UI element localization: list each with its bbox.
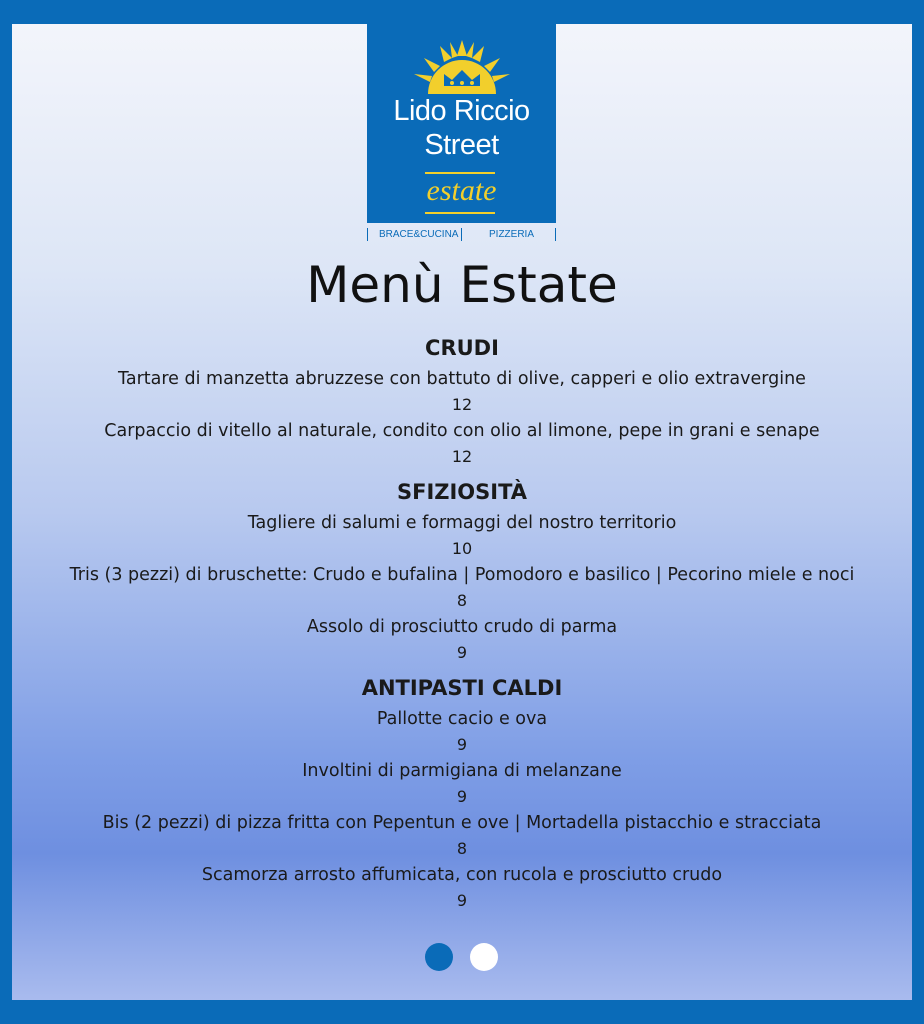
tagline-divider <box>555 228 556 241</box>
brand-name-line2: Street <box>424 129 499 161</box>
section-title: ANTIPASTI CALDI <box>361 676 563 700</box>
pagination-dots <box>425 943 499 973</box>
menu-item-price: 9 <box>456 891 468 910</box>
menu-item-name: Tris (3 pezzi) di bruschette: Crudo e bufalina | Pomodoro e basilico | Pecorino miele e noci <box>69 565 855 585</box>
tagline-right: PIZZERIA <box>489 229 535 240</box>
menu-item-price: 9 <box>456 643 468 662</box>
menu-item-name: Tagliere di salumi e formaggi del nostro territorio <box>247 513 677 533</box>
menu-item-name: Bis (2 pezzi) di pizza fritta con Pepentun e ove | Mortadella pistacchio e stracciata <box>102 813 822 833</box>
section-title: SFIZIOSITÀ <box>396 480 528 504</box>
brand-name-line1: Lido Riccio <box>393 95 530 127</box>
section-title: CRUDI <box>425 336 499 360</box>
brand-season: estate <box>426 174 497 207</box>
menu-item-name: Tartare di manzetta abruzzese con battuto di olive, capperi e olio extravergine <box>118 369 806 389</box>
menu-item-name: Pallotte cacio e ova <box>376 709 548 729</box>
frame-corner-bottom-left <box>0 940 12 1000</box>
menu-item-price: 10 <box>451 539 473 558</box>
menu-item-price: 12 <box>451 447 473 466</box>
menu-item-price: 8 <box>456 839 468 858</box>
menu-section-antipasti-caldi <box>0 674 924 914</box>
sun-crown-icon <box>410 40 514 96</box>
frame-corner-bottom-right <box>912 940 924 1000</box>
menu-item-price: 9 <box>456 787 468 806</box>
menu-item-price: 12 <box>451 395 473 414</box>
menu-item-name: Involtini di parmigiana di melanzane <box>302 761 622 781</box>
frame-corner-top-right <box>912 24 924 84</box>
top-frame <box>0 0 924 24</box>
tagline-divider <box>461 228 462 241</box>
menu-section-crudi <box>0 334 924 470</box>
menu-item-name: Carpaccio di vitello al naturale, condito con olio al limone, pepe in grani e senape <box>104 421 820 441</box>
logo-rule-bottom <box>425 212 495 214</box>
page-dot-1-active[interactable] <box>425 943 453 971</box>
bottom-frame <box>0 1000 924 1024</box>
menu-item-name: Assolo di prosciutto crudo di parma <box>306 617 618 637</box>
menu-item-price: 8 <box>456 591 468 610</box>
tagline-left: BRACE&CUCINA <box>379 229 459 240</box>
page-title: Menù Estate <box>306 256 618 314</box>
brand-tagline <box>365 228 560 244</box>
page-dot-2[interactable] <box>470 943 498 971</box>
menu-item-name: Scamorza arrosto affumicata, con rucola e prosciutto crudo <box>201 865 723 885</box>
frame-corner-top-left <box>0 24 12 84</box>
menu-list <box>0 334 924 914</box>
tagline-divider <box>367 228 368 241</box>
menu-item-price: 9 <box>456 735 468 754</box>
menu-section-sfiziosita <box>0 478 924 666</box>
